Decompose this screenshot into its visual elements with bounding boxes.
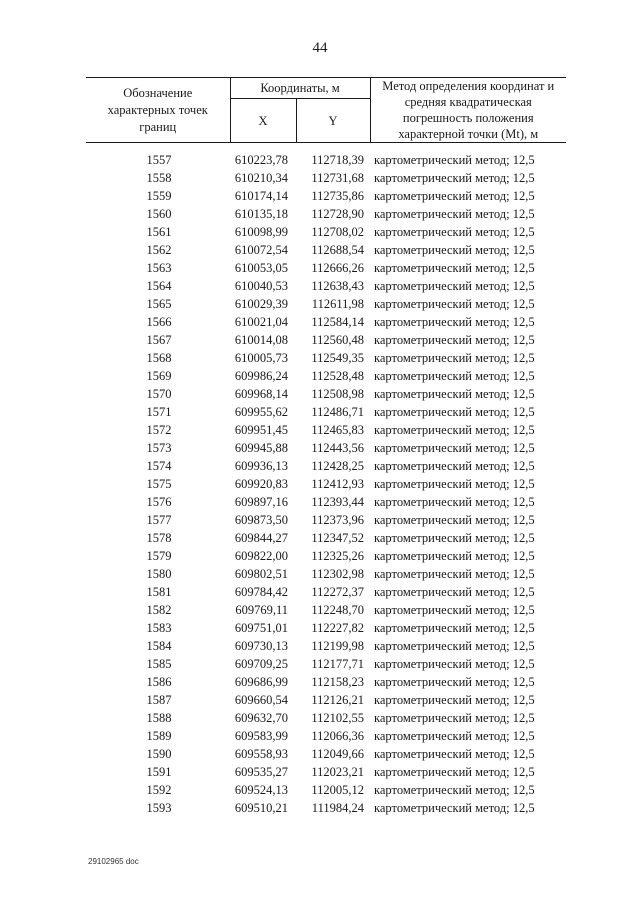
point-number-cell: 1571 [146, 405, 172, 419]
x-coordinate-cell: 609920,83 [234, 477, 288, 491]
point-number-cell: 1559 [146, 189, 172, 203]
method-cell: картометрический метод; 12,5 [374, 513, 535, 527]
method-cell: картометрический метод; 12,5 [374, 693, 535, 707]
x-coordinate-cell: 610223,78 [234, 153, 288, 167]
x-coordinate-cell: 610029,39 [234, 297, 288, 311]
method-cell: картометрический метод; 12,5 [374, 657, 535, 671]
y-coordinate-cell: 112443,56 [311, 441, 364, 455]
y-coordinate-cell: 112066,36 [311, 729, 364, 743]
point-number-cell: 1572 [146, 423, 172, 437]
x-coordinate-cell: 610210,34 [234, 171, 288, 185]
y-coordinate-cell: 112708,02 [311, 225, 364, 239]
y-coordinate-cell: 112735,86 [311, 189, 364, 203]
method-cell: картометрический метод; 12,5 [374, 621, 535, 635]
method-cell: картометрический метод; 12,5 [374, 153, 535, 167]
method-cell: картометрический метод; 12,5 [374, 351, 535, 365]
table-row [86, 763, 566, 781]
point-number-cell: 1584 [146, 639, 172, 653]
y-coordinate-cell: 112666,26 [311, 261, 364, 275]
x-coordinate-cell: 609524,13 [234, 783, 288, 797]
table-row [86, 457, 566, 475]
x-coordinate-cell: 609968,14 [234, 387, 288, 401]
y-coordinate-cell: 112508,98 [311, 387, 364, 401]
header-method: Метод определения координат и средняя квадратическая погрешность положения характерной точки (Mt), м [370, 78, 566, 143]
x-coordinate-cell: 609802,51 [234, 567, 288, 581]
point-number-cell: 1592 [146, 783, 172, 797]
point-number-cell: 1588 [146, 711, 172, 725]
x-coordinate-cell: 610135,18 [234, 207, 288, 221]
y-coordinate-cell: 112126,21 [311, 693, 364, 707]
point-number-cell: 1565 [146, 297, 172, 311]
x-coordinate-cell: 609632,70 [234, 711, 288, 725]
y-coordinate-cell: 112688,54 [311, 243, 364, 257]
table-row [86, 583, 566, 601]
point-number-cell: 1583 [146, 621, 172, 635]
x-coordinate-cell: 609844,27 [234, 531, 288, 545]
method-cell: картометрический метод; 12,5 [374, 315, 535, 329]
y-coordinate-cell: 112584,14 [311, 315, 364, 329]
x-coordinate-cell: 610072,54 [234, 243, 288, 257]
x-coordinate-cell: 609945,88 [234, 441, 288, 455]
point-number-cell: 1591 [146, 765, 172, 779]
method-cell: картометрический метод; 12,5 [374, 549, 535, 563]
y-coordinate-cell: 112272,37 [311, 585, 364, 599]
point-number-cell: 1561 [146, 225, 172, 239]
table-row [86, 637, 566, 655]
document-code: 29102965 doc [88, 857, 139, 866]
y-coordinate-cell: 112102,55 [311, 711, 364, 725]
point-number-cell: 1560 [146, 207, 172, 221]
point-number-cell: 1577 [146, 513, 172, 527]
table-row [86, 493, 566, 511]
table-row [86, 619, 566, 637]
table-row [86, 385, 566, 403]
y-coordinate-cell: 112465,83 [311, 423, 364, 437]
table-row [86, 331, 566, 349]
table-row [86, 169, 566, 187]
y-coordinate-cell: 112248,70 [311, 603, 364, 617]
y-coordinate-cell: 112728,90 [311, 207, 364, 221]
point-number-cell: 1589 [146, 729, 172, 743]
x-coordinate-cell: 609897,16 [234, 495, 288, 509]
point-number-cell: 1586 [146, 675, 172, 689]
x-coordinate-cell: 610014,08 [234, 333, 288, 347]
point-number-cell: 1570 [146, 387, 172, 401]
point-number-cell: 1582 [146, 603, 172, 617]
x-coordinate-cell: 609660,54 [234, 693, 288, 707]
table-row [86, 691, 566, 709]
method-cell: картометрический метод; 12,5 [374, 729, 535, 743]
y-coordinate-cell: 112325,26 [311, 549, 364, 563]
table-row [86, 241, 566, 259]
x-coordinate-cell: 609510,21 [234, 801, 288, 815]
method-cell: картометрический метод; 12,5 [374, 243, 535, 257]
method-cell: картометрический метод; 12,5 [374, 225, 535, 239]
method-cell: картометрический метод; 12,5 [374, 783, 535, 797]
y-coordinate-cell: 112528,48 [311, 369, 364, 383]
table-row [86, 313, 566, 331]
x-coordinate-cell: 610098,99 [234, 225, 288, 239]
header-point-designation: Обозначение характерных точек границ [86, 78, 230, 143]
table-row [86, 187, 566, 205]
table-row [86, 223, 566, 241]
x-coordinate-cell: 609822,00 [234, 549, 288, 563]
point-number-cell: 1576 [146, 495, 172, 509]
x-coordinate-cell: 609951,45 [234, 423, 288, 437]
x-coordinate-cell: 609936,13 [234, 459, 288, 473]
method-cell: картометрический метод; 12,5 [374, 261, 535, 275]
x-coordinate-cell: 609558,93 [234, 747, 288, 761]
method-cell: картометрический метод; 12,5 [374, 531, 535, 545]
point-number-cell: 1557 [146, 153, 172, 167]
method-cell: картометрический метод; 12,5 [374, 387, 535, 401]
table-row [86, 295, 566, 313]
method-cell: картометрический метод; 12,5 [374, 423, 535, 437]
y-coordinate-cell: 112158,23 [311, 675, 364, 689]
method-cell: картометрический метод; 12,5 [374, 459, 535, 473]
header-y: Y [296, 99, 370, 143]
table-header [86, 78, 566, 143]
table-row [86, 511, 566, 529]
y-coordinate-cell: 112302,98 [311, 567, 364, 581]
header-x: X [230, 99, 296, 143]
table-row [86, 601, 566, 619]
y-coordinate-cell: 112005,12 [311, 783, 364, 797]
point-number-cell: 1567 [146, 333, 172, 347]
table-row [86, 547, 566, 565]
y-coordinate-cell: 112638,43 [311, 279, 364, 293]
y-coordinate-cell: 112486,71 [311, 405, 364, 419]
method-cell: картометрический метод; 12,5 [374, 711, 535, 725]
table-row [86, 799, 566, 817]
method-cell: картометрический метод; 12,5 [374, 279, 535, 293]
point-number-cell: 1578 [146, 531, 172, 545]
method-cell: картометрический метод; 12,5 [374, 747, 535, 761]
x-coordinate-cell: 609709,25 [234, 657, 288, 671]
point-number-cell: 1585 [146, 657, 172, 671]
method-cell: картометрический метод; 12,5 [374, 189, 535, 203]
coordinates-table [86, 77, 566, 817]
x-coordinate-cell: 609986,24 [234, 369, 288, 383]
method-cell: картометрический метод; 12,5 [374, 369, 535, 383]
method-cell: картометрический метод; 12,5 [374, 585, 535, 599]
page-number: 44 [312, 40, 328, 56]
method-cell: картометрический метод; 12,5 [374, 405, 535, 419]
method-cell: картометрический метод; 12,5 [374, 603, 535, 617]
y-coordinate-cell: 112347,52 [311, 531, 364, 545]
table-row [86, 781, 566, 799]
method-cell: картометрический метод; 12,5 [374, 297, 535, 311]
method-cell: картометрический метод; 12,5 [374, 765, 535, 779]
y-coordinate-cell: 112718,39 [311, 153, 364, 167]
method-cell: картометрический метод; 12,5 [374, 567, 535, 581]
point-number-cell: 1563 [146, 261, 172, 275]
table-row [86, 403, 566, 421]
point-number-cell: 1593 [146, 801, 172, 815]
y-coordinate-cell: 112611,98 [311, 297, 364, 311]
table-row [86, 259, 566, 277]
y-coordinate-cell: 112549,35 [311, 351, 364, 365]
x-coordinate-cell: 609686,99 [234, 675, 288, 689]
table-row [86, 421, 566, 439]
y-coordinate-cell: 112731,68 [311, 171, 364, 185]
x-coordinate-cell: 609583,99 [234, 729, 288, 743]
table-row [86, 655, 566, 673]
point-number-cell: 1573 [146, 441, 172, 455]
method-cell: картометрический метод; 12,5 [374, 333, 535, 347]
point-number-cell: 1574 [146, 459, 172, 473]
point-number-cell: 1587 [146, 693, 172, 707]
x-coordinate-cell: 610005,73 [234, 351, 288, 365]
point-number-cell: 1575 [146, 477, 172, 491]
x-coordinate-cell: 610040,53 [234, 279, 288, 293]
x-coordinate-cell: 609955,62 [234, 405, 288, 419]
table-row [86, 475, 566, 493]
y-coordinate-cell: 111984,24 [311, 801, 364, 815]
method-cell: картометрический метод; 12,5 [374, 801, 535, 815]
y-coordinate-cell: 112177,71 [311, 657, 364, 671]
x-coordinate-cell: 609784,42 [234, 585, 288, 599]
header-coordinates: Координаты, м [230, 78, 370, 99]
x-coordinate-cell: 609751,01 [234, 621, 288, 635]
table-row [86, 565, 566, 583]
table-row [86, 277, 566, 295]
table-row [86, 529, 566, 547]
table-row [86, 745, 566, 763]
y-coordinate-cell: 112049,66 [311, 747, 364, 761]
y-coordinate-cell: 112560,48 [311, 333, 364, 347]
point-number-cell: 1558 [146, 171, 172, 185]
y-coordinate-cell: 112428,25 [311, 459, 364, 473]
method-cell: картометрический метод; 12,5 [374, 171, 535, 185]
point-number-cell: 1580 [146, 567, 172, 581]
x-coordinate-cell: 609873,50 [234, 513, 288, 527]
method-cell: картометрический метод; 12,5 [374, 207, 535, 221]
y-coordinate-cell: 112227,82 [311, 621, 364, 635]
y-coordinate-cell: 112373,96 [311, 513, 364, 527]
point-number-cell: 1568 [146, 351, 172, 365]
table-row [86, 727, 566, 745]
table-row [86, 673, 566, 691]
y-coordinate-cell: 112412,93 [311, 477, 364, 491]
table-body [86, 143, 566, 818]
x-coordinate-cell: 609730,13 [234, 639, 288, 653]
point-number-cell: 1590 [146, 747, 172, 761]
method-cell: картометрический метод; 12,5 [374, 477, 535, 491]
point-number-cell: 1581 [146, 585, 172, 599]
point-number-cell: 1562 [146, 243, 172, 257]
x-coordinate-cell: 609769,11 [235, 603, 288, 617]
table-row [86, 349, 566, 367]
table-row [86, 439, 566, 457]
x-coordinate-cell: 610174,14 [234, 189, 288, 203]
point-number-cell: 1566 [146, 315, 172, 329]
x-coordinate-cell: 609535,27 [234, 765, 288, 779]
method-cell: картометрический метод; 12,5 [374, 495, 535, 509]
x-coordinate-cell: 610021,04 [234, 315, 288, 329]
point-number-cell: 1564 [146, 279, 172, 293]
method-cell: картометрический метод; 12,5 [374, 675, 535, 689]
table-row [86, 205, 566, 223]
point-number-cell: 1579 [146, 549, 172, 563]
table-row [86, 143, 566, 170]
method-cell: картометрический метод; 12,5 [374, 441, 535, 455]
table-row [86, 367, 566, 385]
point-number-cell: 1569 [146, 369, 172, 383]
y-coordinate-cell: 112023,21 [311, 765, 364, 779]
y-coordinate-cell: 112393,44 [311, 495, 364, 509]
y-coordinate-cell: 112199,98 [311, 639, 364, 653]
method-cell: картометрический метод; 12,5 [374, 639, 535, 653]
table-row [86, 709, 566, 727]
x-coordinate-cell: 610053,05 [234, 261, 288, 275]
